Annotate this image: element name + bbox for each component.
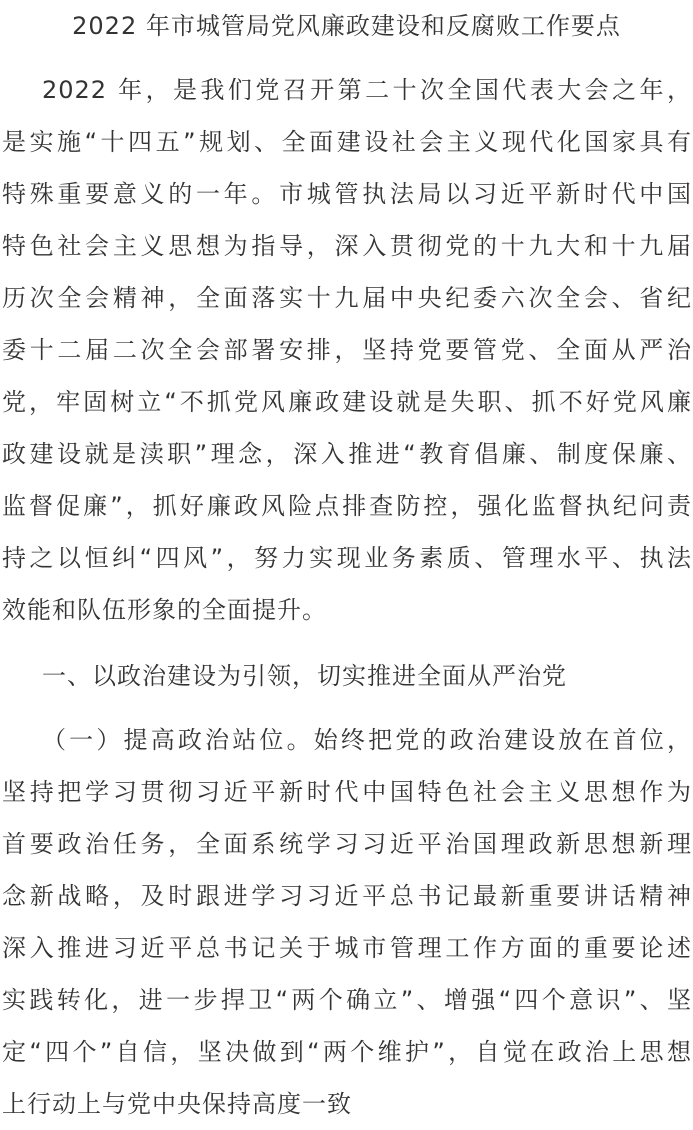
document-title: 2022 年市城管局党风廉政建设和反腐败工作要点 — [72, 12, 621, 40]
paragraph-line: 定“四个”自信，坚决做到“两个维护”，自觉在政治上思想 — [2, 1038, 692, 1066]
paragraph-line: 效能和队伍形象的全面提升。 — [2, 596, 327, 624]
paragraph-line: 持之以恒纠“四风”，努力实现业务素质、管理水平、执法 — [2, 544, 692, 572]
paragraph-line: 特殊重要意义的一年。市城管执法局以习近平新时代中国 — [2, 180, 692, 208]
paragraph-line: 深入推进习近平总书记关于城市管理工作方面的重要论述 — [2, 934, 692, 962]
paragraph-line: 政建设就是渎职”理念，深入推进“教育倡廉、制度保廉、 — [2, 440, 692, 468]
paragraph-line: 念新战略，及时跟进学习习近平总书记最新重要讲话精神 — [2, 882, 692, 910]
section-heading: 一、以政治建设为引领，切实推进全面从严治党 — [42, 662, 567, 690]
paragraph-line: 首要政治任务，全面系统学习习近平治国理政新思想新理 — [2, 830, 692, 858]
paragraph-line: 2022 年，是我们党召开第二十次全国代表大会之年， — [42, 76, 692, 104]
paragraph-line: 实践转化，进一步捍卫“两个确立”、增强“四个意识”、坚 — [2, 986, 692, 1014]
paragraph-line: （一）提高政治站位。始终把党的政治建设放在首位， — [42, 726, 692, 754]
paragraph-line: 是实施“十四五”规划、全面建设社会主义现代化国家具有 — [2, 128, 692, 156]
paragraph-line: 委十二届二次全会部署安排，坚持党要管党、全面从严治 — [2, 336, 692, 364]
paragraph-line: 坚持把学习贯彻习近平新时代中国特色社会主义思想作为 — [2, 778, 692, 806]
paragraph-line: 党，牢固树立“不抓党风廉政建设就是失职、抓不好党风廉 — [2, 388, 692, 416]
paragraph-line: 特色社会主义思想为指导，深入贯彻党的十九大和十九届 — [2, 232, 692, 260]
paragraph-line: 监督促廉”，抓好廉政风险点排查防控，强化监督执纪问责 — [2, 492, 692, 520]
paragraph-line: 上行动上与党中央保持高度一致 — [2, 1090, 352, 1118]
paragraph-line: 历次全会精神，全面落实十九届中央纪委六次全会、省纪 — [2, 284, 692, 312]
